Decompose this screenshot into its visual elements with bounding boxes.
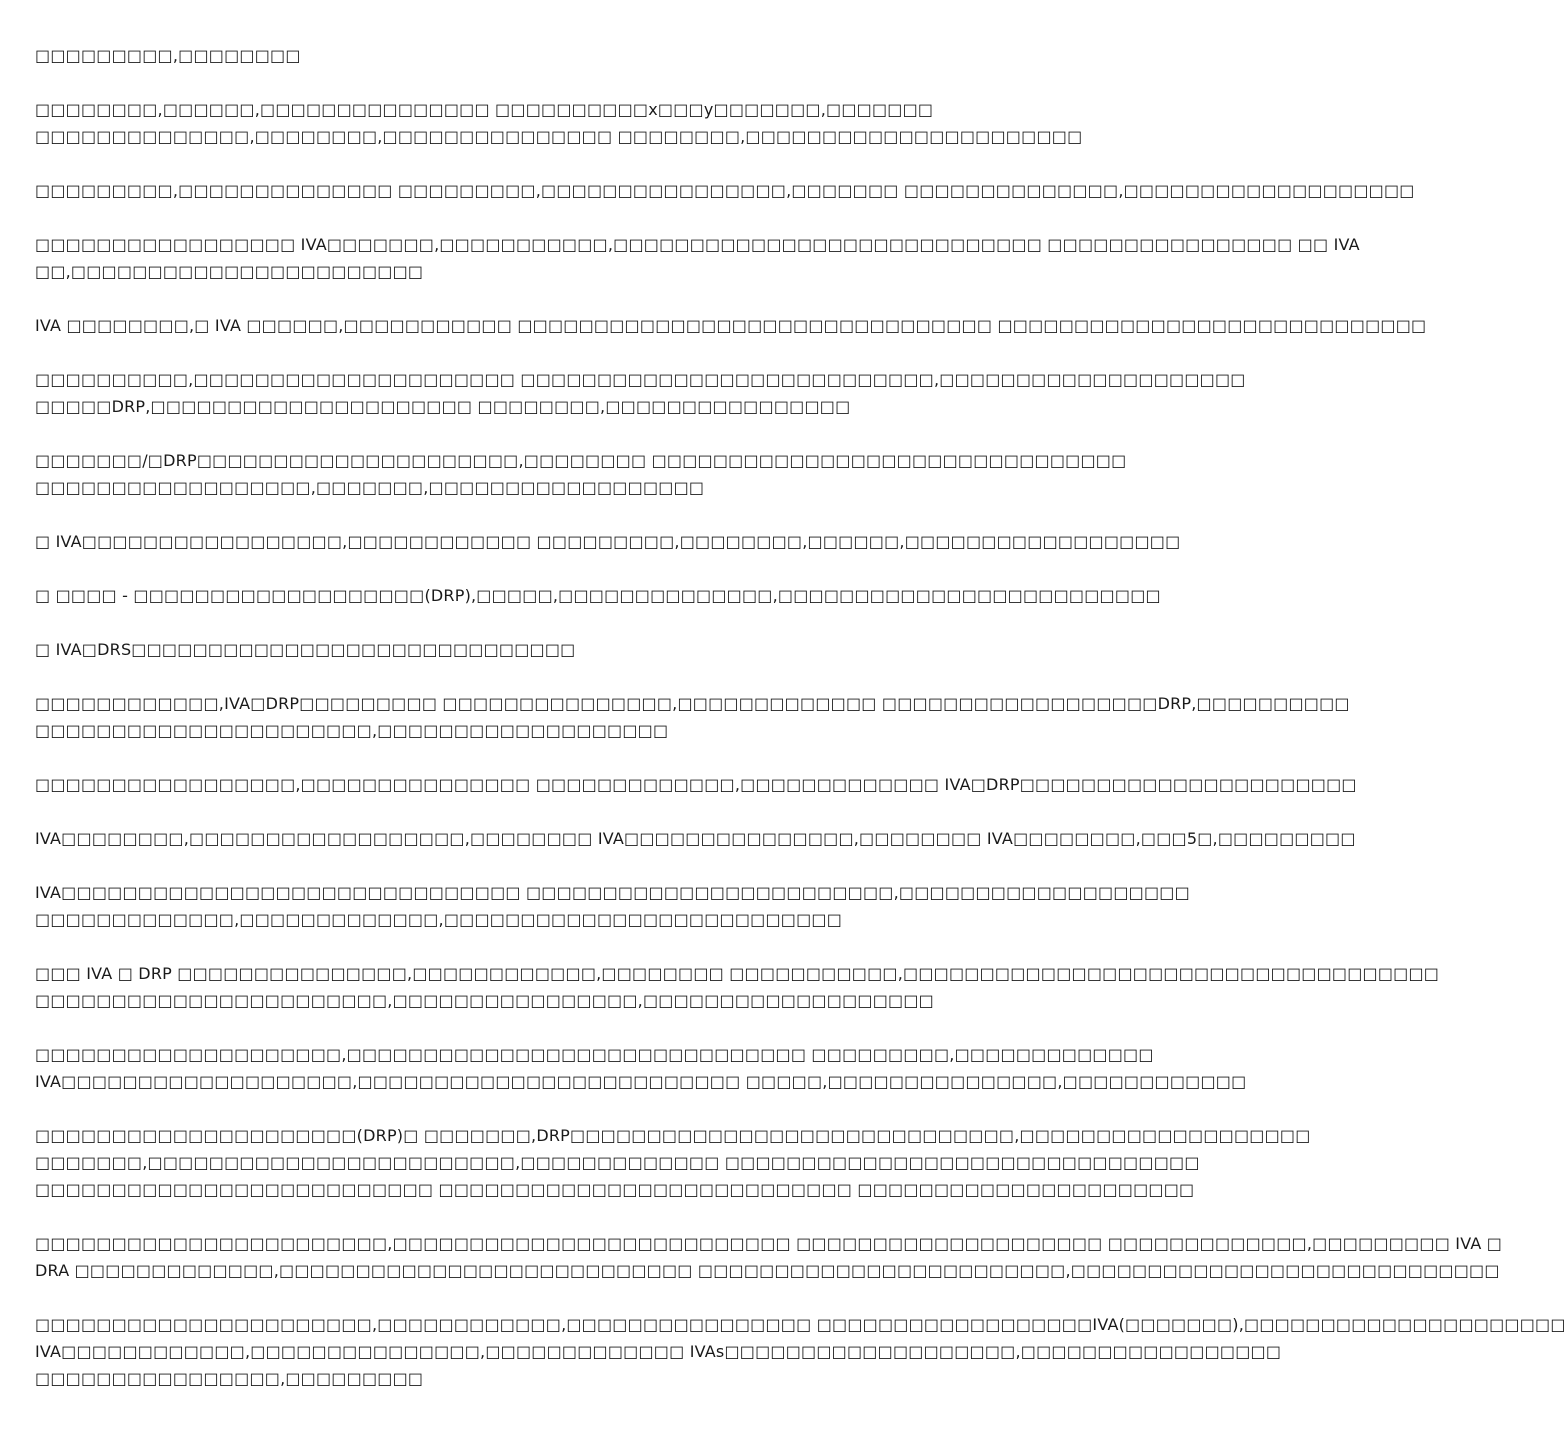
paragraph	[35, 690, 1350, 744]
paragraph	[35, 825, 1356, 852]
paragraph	[35, 231, 1360, 285]
text-line: IVA□□□□□□□□□□□□□□□□□□□,□□□□□□□□□□□□□□□□□□□□□□□□□ □□□□□,□□□□□□□□□□□□□□□,□□□□□□□□□□□□	[35, 1072, 1247, 1091]
text-line: □□□□□□□□□□□□□□□□□□□□□□□,□□□□□□□□□□□□□□□□□□□□□□□□□□ □□□□□□□□□□□□□□□□□□□□ □□□□□□□□□□□□□,□□□□□□□□□ IVA □	[35, 1234, 1503, 1253]
text-line: □□□□□DRP,□□□□□□□□□□□□□□□□□□□□□ □□□□□□□□,□□□□□□□□□□□□□□□□	[35, 397, 851, 416]
text-line: □□□□□□□□□□□□□□□□□□,□□□□□□□,□□□□□□□□□□□□□□□□□□	[35, 478, 705, 497]
text-line: □ IVA□□□□□□□□□□□□□□□□□,□□□□□□□□□□□□ □□□□□□□□□,□□□□□□□□,□□□□□□,□□□□□□□□□□□□□□□□□□	[35, 532, 1181, 551]
paragraph	[35, 528, 1181, 555]
paragraph	[35, 582, 1161, 609]
document-page	[35, 42, 1566, 1419]
paragraph	[35, 771, 1357, 798]
text-line: DRA □□□□□□□□□□□□□,□□□□□□□□□□□□□□□□□□□□□□□□□□□ □□□□□□□□□□□□□□□□□□□□□□□□,□□□□□□□□□□□□□□□□□□□□□□□□□□□□	[35, 1261, 1500, 1280]
paragraph	[35, 42, 995, 69]
paragraph	[35, 1230, 1503, 1284]
text-line: IVA □□□□□□□□,□ IVA □□□□□□,□□□□□□□□□□□ □□□□□□□□□□□□□□□□□□□□□□□□□□□□□□□ □□□□□□□□□□□□□□□□□□□□□□□□□□□□	[35, 316, 1427, 335]
paragraph	[35, 1311, 1566, 1392]
text-line: □□,□□□□□□□□□□□□□□□□□□□□□□□	[35, 262, 424, 281]
text-line: □□□□□□□□□□□□□□□□□□□□□□,□□□□□□□□□□□□□□□□□□□	[35, 721, 669, 740]
paragraph	[35, 447, 1127, 501]
paragraph	[35, 96, 1083, 150]
paragraph	[35, 177, 1415, 204]
text-line: □□□□□□□/□DRP□□□□□□□□□□□□□□□□□□□□□,□□□□□□□□ □□□□□□□□□□□□□□□□□□□□□□□□□□□□□□□	[35, 451, 1127, 470]
text-line: □□□□□□□□,□□□□□□,□□□□□□□□□□□□□□□ □□□□□□□□□□x□□□y□□□□□□□,□□□□□□□	[35, 100, 934, 119]
text-line: IVA□□□□□□□□□□□□□□□□□□□□□□□□□□□□□□ □□□□□□□□□□□□□□□□□□□□□□□□,□□□□□□□□□□□□□□□□□□□	[35, 883, 1190, 902]
text-line: □□□□□□□□□□□□□□□□□ IVA□□□□□□□,□□□□□□□□□□□,□□□□□□□□□□□□□□□□□□□□□□□□□□□□ □□□□□□□□□□□□□□□□ □□ IVA	[35, 235, 1360, 254]
text-line: □□□□□□□□□,□□□□□□□□	[35, 46, 301, 65]
text-line: □□□□□□□□□□□□□□□□,□□□□□□□□□	[35, 1369, 424, 1388]
paragraph	[35, 312, 1427, 339]
text-line: □ IVA□DRS□□□□□□□□□□□□□□□□□□□□□□□□□□□□□	[35, 640, 576, 659]
paragraph	[35, 366, 1246, 420]
text-line: IVA□□□□□□□□□□□□,□□□□□□□□□□□□□□□,□□□□□□□□□□□□□ IVAs□□□□□□□□□□□□□□□□□□□,□□□□□□□□□□□□□□□□□	[35, 1342, 1282, 1361]
paragraph	[35, 960, 1440, 1014]
text-line: □□□□□□□□□□□□,IVA□DRP□□□□□□□□□ □□□□□□□□□□□□□□□,□□□□□□□□□□□□□ □□□□□□□□□□□□□□□□□□DRP,□□□□□□□□□□	[35, 694, 1350, 713]
text-line: □□□□□□□□□□□□□□□□□□□□□(DRP)□ □□□□□□□,DRP□□□□□□□□□□□□□□□□□□□□□□□□□□□□□,□□□□□□□□□□□□□□□□□□□	[35, 1126, 1311, 1145]
text-line: □□□□□□□□□□□□□□□□□□□□□□□□□□ □□□□□□□□□□□□□□□□□□□□□□□□□□□ □□□□□□□□□□□□□□□□□□□□□□	[35, 1180, 1195, 1199]
text-line: □□□□□□□□□,□□□□□□□□□□□□□□ □□□□□□□□□,□□□□□□□□□□□□□□□□,□□□□□□□ □□□□□□□□□□□□□□,□□□□□□□□□□□□□□□□□□□	[35, 181, 1415, 200]
text-line: □□□□□□□□□□□□□□□□□□□□,□□□□□□□□□□□□□□□□□□□□□□□□□□□□□□ □□□□□□□□□,□□□□□□□□□□□□□	[35, 1045, 1154, 1064]
text-line: □□□□□□□□□□□□□□□□□,□□□□□□□□□□□□□□□ □□□□□□□□□□□□□,□□□□□□□□□□□□□ IVA□DRP□□□□□□□□□□□□□□□□□□□□□□	[35, 775, 1357, 794]
text-line: □ □□□□ - □□□□□□□□□□□□□□□□□□□(DRP),□□□□□,□□□□□□□□□□□□□□,□□□□□□□□□□□□□□□□□□□□□□□□□	[35, 586, 1161, 605]
text-line: □□□□□□□□□□□□□□□□□□□□□□,□□□□□□□□□□□□,□□□□□□□□□□□□□□□□ □□□□□□□□□□□□□□□□□□IVA(□□□□□□□),□□□□□□□□□□□□□□□□□□□□□	[35, 1315, 1566, 1334]
paragraph	[35, 1041, 1247, 1095]
paragraph	[35, 1122, 1311, 1203]
text-line: IVA□□□□□□□□,□□□□□□□□□□□□□□□□□□,□□□□□□□□ IVA□□□□□□□□□□□□□□□,□□□□□□□□ IVA□□□□□□□□,□□□5□,□□□□□□□□□	[35, 829, 1356, 848]
text-line: □□□ IVA □ DRP □□□□□□□□□□□□□□□,□□□□□□□□□□□□,□□□□□□□□ □□□□□□□□□□□,□□□□□□□□□□□□□□□□□□□□□□□□□□□□□□□□□□□	[35, 964, 1440, 983]
text-line: □□□□□□□□□□□□□□,□□□□□□□□,□□□□□□□□□□□□□□□ □□□□□□□□,□□□□□□□□□□□□□□□□□□□□□□	[35, 127, 1083, 146]
text-line: □□□□□□□□□□□□□,□□□□□□□□□□□□□,□□□□□□□□□□□□□□□□□□□□□□□□□□	[35, 910, 843, 929]
paragraph	[35, 636, 995, 663]
text-line: □□□□□□□,□□□□□□□□□□□□□□□□□□□□□□□□,□□□□□□□□□□□□□ □□□□□□□□□□□□□□□□□□□□□□□□□□□□□□□	[35, 1153, 1200, 1172]
text-line: □□□□□□□□□□,□□□□□□□□□□□□□□□□□□□□□ □□□□□□□□□□□□□□□□□□□□□□□□□□□,□□□□□□□□□□□□□□□□□□□□	[35, 370, 1246, 389]
paragraph	[35, 879, 1190, 933]
text-line: □□□□□□□□□□□□□□□□□□□□□□□,□□□□□□□□□□□□□□□□,□□□□□□□□□□□□□□□□□□□	[35, 991, 934, 1010]
